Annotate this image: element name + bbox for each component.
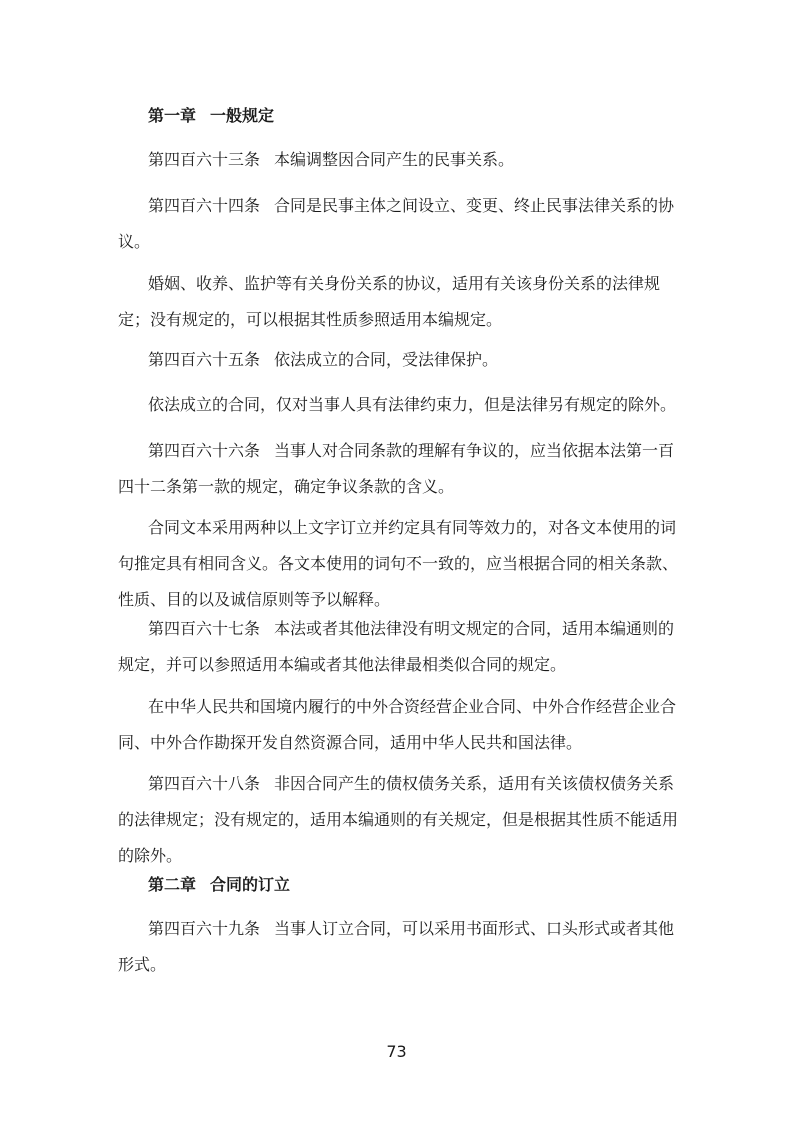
paragraph (118, 387, 678, 423)
paragraph-text: 婚姻、收养、监护等有关身份关系的协议，适用有关该身份关系的法律规定；没有规定的，可以根据其性质参照适用本编规定。 (118, 274, 661, 329)
paragraph (118, 142, 678, 178)
paragraph-text: 当事人订立合同，可以采用书面形式、口头形式或者其他形式。 (118, 919, 675, 974)
paragraph (118, 611, 678, 683)
chapter-label: 第一章 (148, 106, 197, 125)
paragraph (118, 510, 678, 618)
chapter-heading-1 (148, 98, 688, 134)
article-number: 第四百六十五条 (148, 350, 261, 369)
paragraph (118, 689, 678, 761)
paragraph (118, 766, 678, 874)
paragraph (118, 266, 678, 338)
article-number: 第四百六十四条 (148, 196, 261, 215)
paragraph-text: 本法或者其他法律没有明文规定的合同，适用本编通则的规定，并可以参照适用本编或者其他法律最相类似合同的规定。 (118, 619, 675, 674)
paragraph-text: 当事人对合同条款的理解有争议的，应当依据本法第一百四十二条第一款的规定，确定争议条款的含义。 (118, 441, 675, 496)
paragraph (118, 342, 678, 378)
paragraph-text: 依法成立的合同，仅对当事人具有法律约束力，但是法律另有规定的除外。 (148, 395, 677, 414)
article-number: 第四百六十九条 (148, 919, 261, 938)
article-number: 第四百六十六条 (148, 441, 261, 460)
paragraph (118, 433, 678, 505)
chapter-title: 合同的订立 (210, 875, 291, 894)
paragraph (118, 188, 678, 260)
paragraph-text: 非因合同产生的债权债务关系，适用有关该债权债务关系的法律规定；没有规定的，适用本编通则的有关规定，但是根据其性质不能适用的除外。 (118, 774, 679, 865)
article-number: 第四百六十七条 (148, 619, 261, 638)
chapter-title: 一般规定 (210, 106, 275, 125)
article-number: 第四百六十三条 (148, 150, 261, 169)
paragraph-text: 合同是民事主体之间设立、变更、终止民事法律关系的协议。 (118, 196, 675, 251)
chapter-label: 第二章 (148, 875, 197, 894)
paragraph-text: 合同文本采用两种以上文字订立并约定具有同等效力的，对各文本使用的词句推定具有相同含义。各文本使用的词句不一致的，应当根据合同的相关条款、性质、目的以及诚信原则等予以解释。 (118, 518, 679, 609)
paragraph-text: 本编调整因合同产生的民事关系。 (274, 150, 515, 169)
paragraph-text: 依法成立的合同，受法律保护。 (274, 350, 499, 369)
paragraph-text: 在中华人民共和国境内履行的中外合资经营企业合同、中外合作经营企业合同、中外合作勘探开发自然资源合同，适用中华人民共和国法律。 (118, 697, 677, 752)
paragraph (118, 911, 678, 983)
chapter-heading-2 (148, 867, 688, 903)
page-number: 73 (386, 1042, 407, 1061)
article-number: 第四百六十八条 (148, 774, 261, 793)
